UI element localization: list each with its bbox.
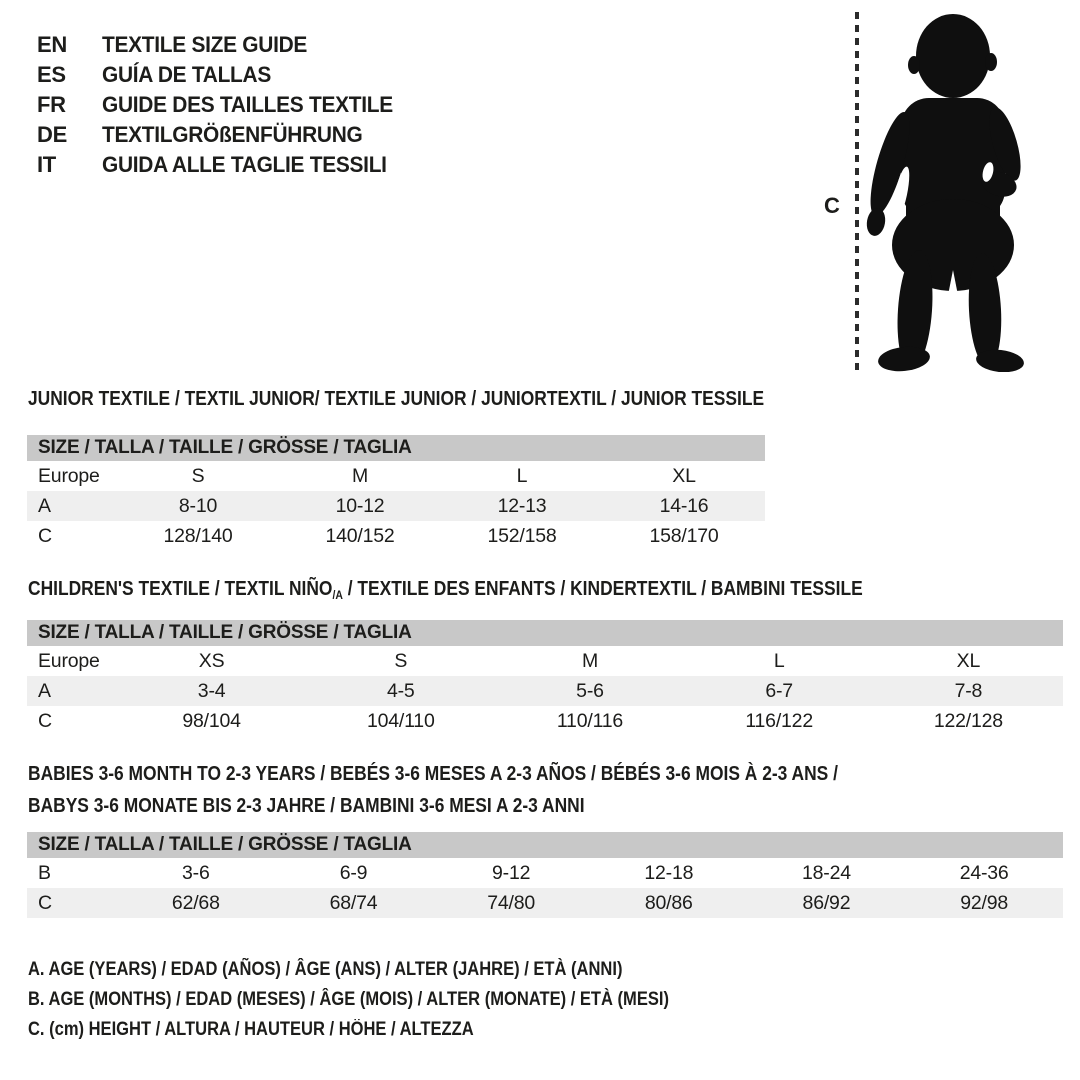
lang-code: ES [37,62,66,87]
cell: S [191,464,205,487]
cell: XS [198,649,225,672]
lang-code: IT [37,152,56,177]
lang-code: EN [37,32,67,57]
legend-line-b-text: B. AGE (MONTHS) / EDAD (MESES) / ÂGE (MOIS) / ALTER (MONATE) / ETÀ (MESI) [28,989,669,1010]
cell: 116/122 [745,709,813,732]
junior-section-title [28,387,874,411]
lang-row-it [37,150,408,180]
row-label: C [38,524,52,547]
cell: 24-36 [959,861,1009,884]
cell: 140/152 [325,524,395,547]
cell: 8-10 [117,491,279,521]
cell: S [394,649,408,672]
table-row [27,461,765,491]
table-row [27,646,1063,676]
language-list [37,30,408,180]
cell: 6-9 [339,861,368,884]
cell: 3-4 [117,676,306,706]
row-label: A [27,676,117,706]
cell: 18-24 [802,861,851,884]
legend-line-b [28,985,765,1015]
size-header: SIZE / TALLA / TAILLE / GRÖSSE / TAGLIA [27,620,1063,646]
table-row [27,858,1063,888]
cell: 10-12 [279,491,441,521]
row-label: C [27,888,117,918]
babies-section-title [28,758,959,822]
cell: M [581,649,598,672]
cell: 68/74 [275,888,433,918]
cell: XL [672,464,696,487]
cell: 7-8 [874,676,1063,706]
lang-code: DE [37,122,67,147]
table-row [27,676,1063,706]
cell: 104/110 [366,709,435,732]
lang-label: TEXTILGRÖßENFÜHRUNG [102,122,363,147]
cell: L [516,464,528,487]
cell: 152/158 [487,524,557,547]
cell: 128/140 [163,524,233,547]
cell: 80/86 [590,888,748,918]
size-header: SIZE / TALLA / TAILLE / GRÖSSE / TAGLIA [27,435,765,461]
legend-line-a-text: A. AGE (YEARS) / EDAD (AÑOS) / ÂGE (ANS) / ALTER (JAHRE) / ETÀ (ANNI) [28,959,623,980]
cell: 6-7 [685,676,874,706]
cell: 5-6 [495,676,684,706]
row-label: A [27,491,117,521]
children-title-subscript: /A [332,588,343,602]
row-label: C [38,709,52,732]
cell: 14-16 [603,491,765,521]
cell: 86/92 [748,888,906,918]
babies-title-line1: BABIES 3-6 MONTH TO 2-3 YEARS / BEBÉS 3-6 MESES A 2-3 AÑOS / BÉBÉS 3-6 MOIS À 2-3 ANS / [28,763,838,785]
cell: 122/128 [933,709,1003,732]
children-size-table [27,620,1063,736]
lang-label: GUIDA ALLE TAGLIE TESSILI [102,152,387,177]
legend-line-c [28,1015,765,1045]
cell: M [351,464,369,487]
children-title-post: / TEXTILE DES ENFANTS / KINDERTEXTIL / BAMBINI TESSILE [342,578,863,600]
cell: 4-5 [306,676,495,706]
row-label: Europe [38,464,100,487]
lang-label: GUÍA DE TALLAS [102,62,272,87]
cell: 12-13 [441,491,603,521]
babies-title-line2: BABYS 3-6 MONATE BIS 2-3 JAHRE / BAMBINI 3-6 MESI A 2-3 ANNI [28,795,585,817]
size-header: SIZE / TALLA / TAILLE / GRÖSSE / TAGLIA [27,832,1063,858]
lang-label: TEXTILE SIZE GUIDE [102,32,308,57]
cell: 98/104 [182,709,241,732]
cell: 74/80 [432,888,590,918]
row-label: Europe [38,649,100,672]
legend-line-a [28,955,765,985]
cell: 3-6 [182,861,210,884]
children-title-pre: CHILDREN'S TEXTILE / TEXTIL NIÑO [28,578,333,600]
row-label: B [38,861,51,884]
children-section-title [28,577,987,607]
cell: L [773,649,785,672]
height-measure-label: C [824,193,840,218]
lang-code: FR [37,92,66,117]
lang-row-fr [37,90,408,120]
cell: XL [956,649,981,672]
cell: 62/68 [117,888,275,918]
cell: 110/116 [556,709,624,732]
toddler-silhouette [864,12,1029,372]
table-row [27,521,765,551]
lang-row-de [37,120,408,150]
measure-legend [28,955,765,1045]
height-measure-dashed-line [855,12,859,372]
cell: 158/170 [649,524,719,547]
cell: 12-18 [644,861,694,884]
cell: 9-12 [492,861,531,884]
junior-section-title-text: JUNIOR TEXTILE / TEXTIL JUNIOR/ TEXTILE JUNIOR / JUNIORTEXTIL / JUNIOR TESSILE [28,388,765,410]
lang-row-es [37,60,408,90]
lang-label: GUIDE DES TAILLES TEXTILE [102,92,393,117]
table-row [27,491,765,521]
legend-line-c-text: C. (cm) HEIGHT / ALTURA / HAUTEUR / HÖHE / ALTEZZA [28,1019,474,1040]
children-section-title-text [28,577,863,607]
cell: 92/98 [905,888,1063,918]
babies-size-table [27,832,1063,918]
junior-size-table [27,435,765,551]
table-row [27,706,1063,736]
table-row [27,888,1063,918]
lang-row-en [37,30,408,60]
